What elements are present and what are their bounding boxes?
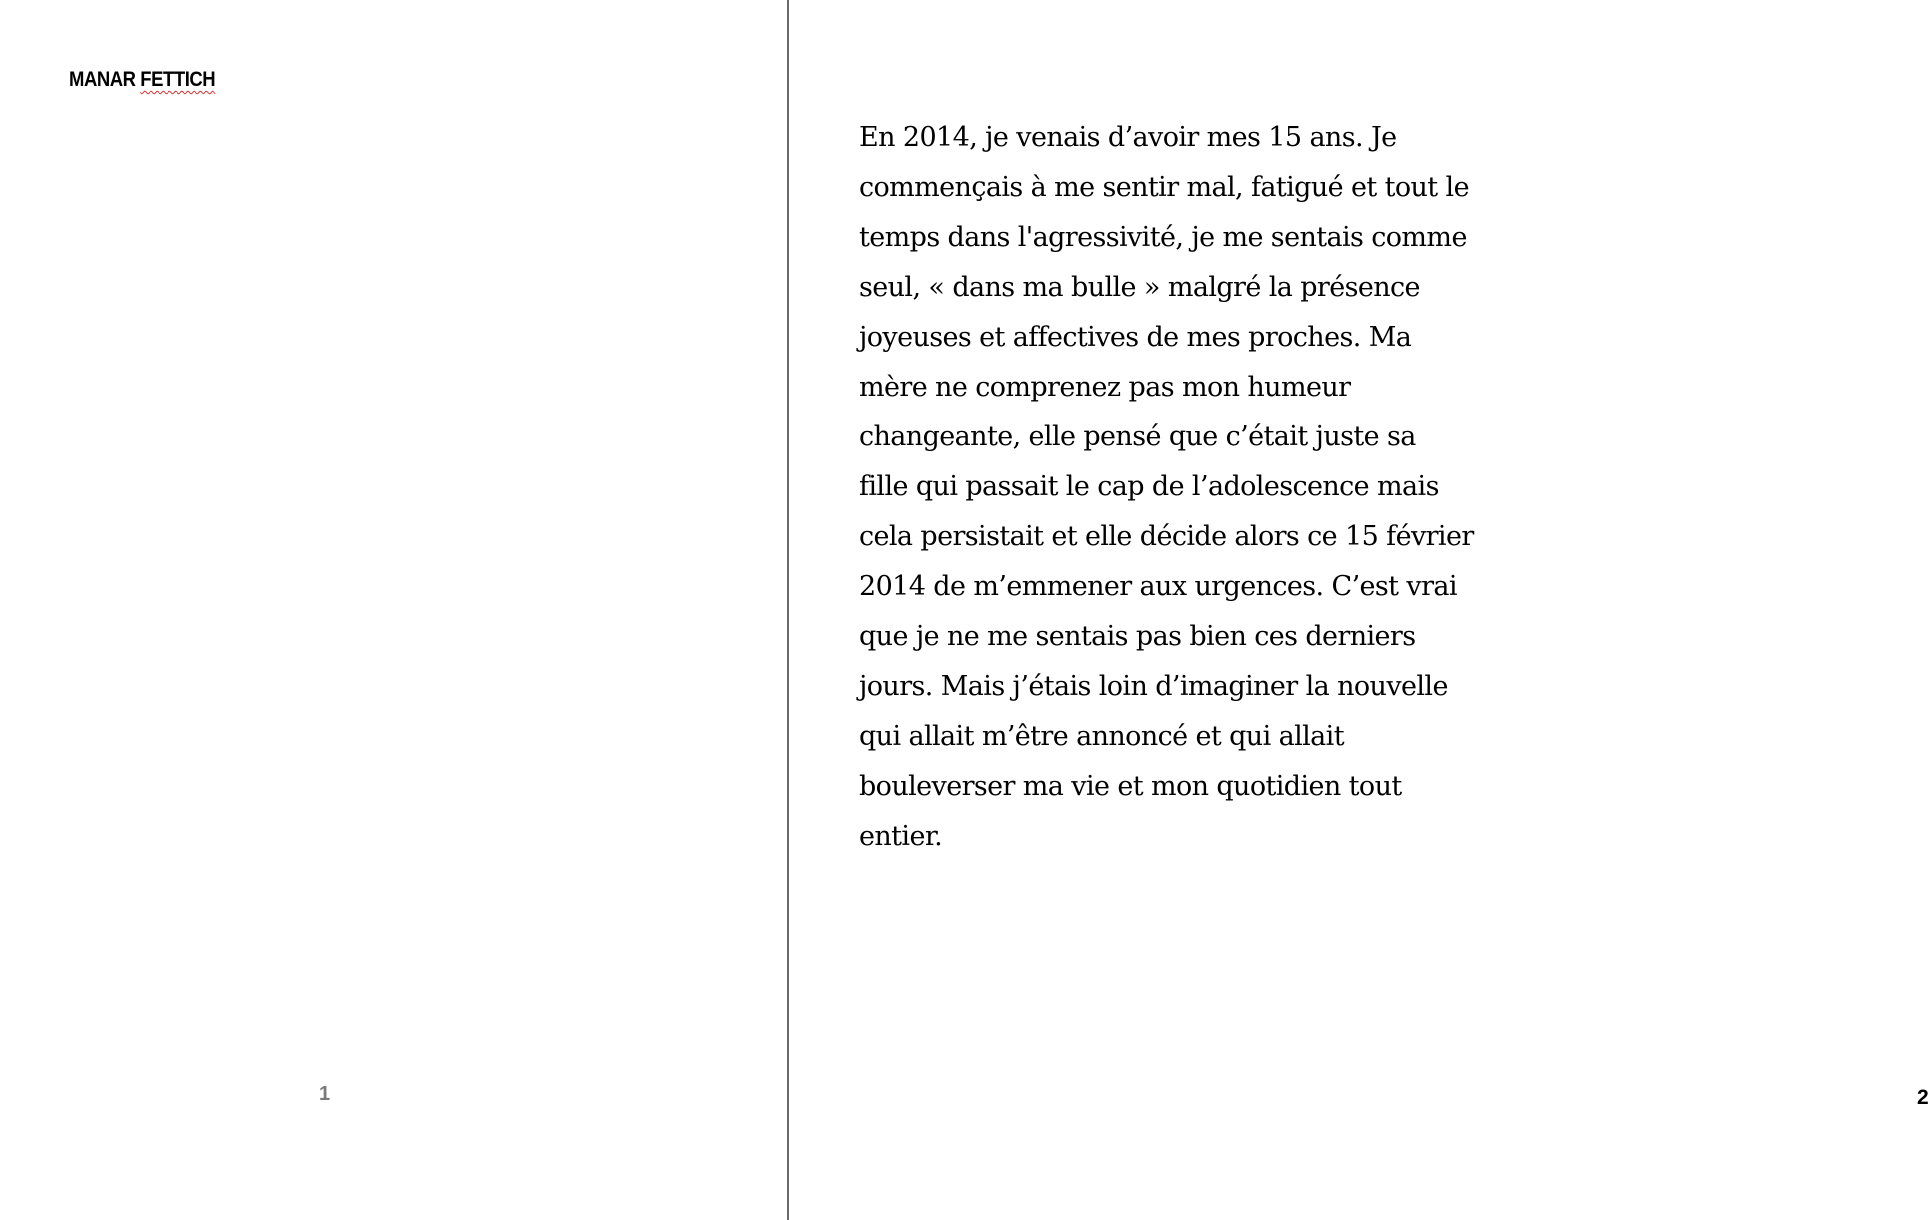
text-line: qui allait m’être annoncé et qui allait [859,720,1344,752]
text-line: fille qui passait le cap de l’adolescence mais [859,471,1439,503]
text-line: En 2014, je venais d’avoir mes 15 ans. Je [859,122,1397,153]
text-line: que je ne me sentais pas bien ces derniers [859,621,1416,653]
text-line: commençais à me sentir mal, fatigué et tout le [859,171,1469,203]
body-paragraph [859,113,1509,862]
text-line: changeante, elle pensé que c’était juste sa [859,421,1416,453]
text-line: seul, « dans ma bulle » malgré la présence [859,271,1420,303]
author-first-name: MANAR [69,68,136,91]
text-line: cela persistait et elle décide alors ce 15 février [859,521,1474,553]
left-page [0,0,787,1220]
text-line: jours. Mais j’étais loin d’imaginer la nouvelle [859,670,1448,702]
text-line: bouleverser ma vie et mon quotidien tout [859,770,1402,802]
page-number-right: 2 [1917,1086,1929,1109]
text-line: joyeuses et affectives de mes proches. Ma [859,321,1412,353]
text-line: temps dans l'agressivité, je me sentais comme [859,221,1467,253]
text-line: entier. [859,820,943,852]
author-last-name: FETTICH [140,68,216,91]
text-line: mère ne comprenez pas mon humeur [859,371,1351,403]
author-header [69,68,215,92]
text-line: 2014 de m’emmener aux urgences. C’est vrai [859,571,1457,603]
page-number-left: 1 [319,1083,331,1105]
